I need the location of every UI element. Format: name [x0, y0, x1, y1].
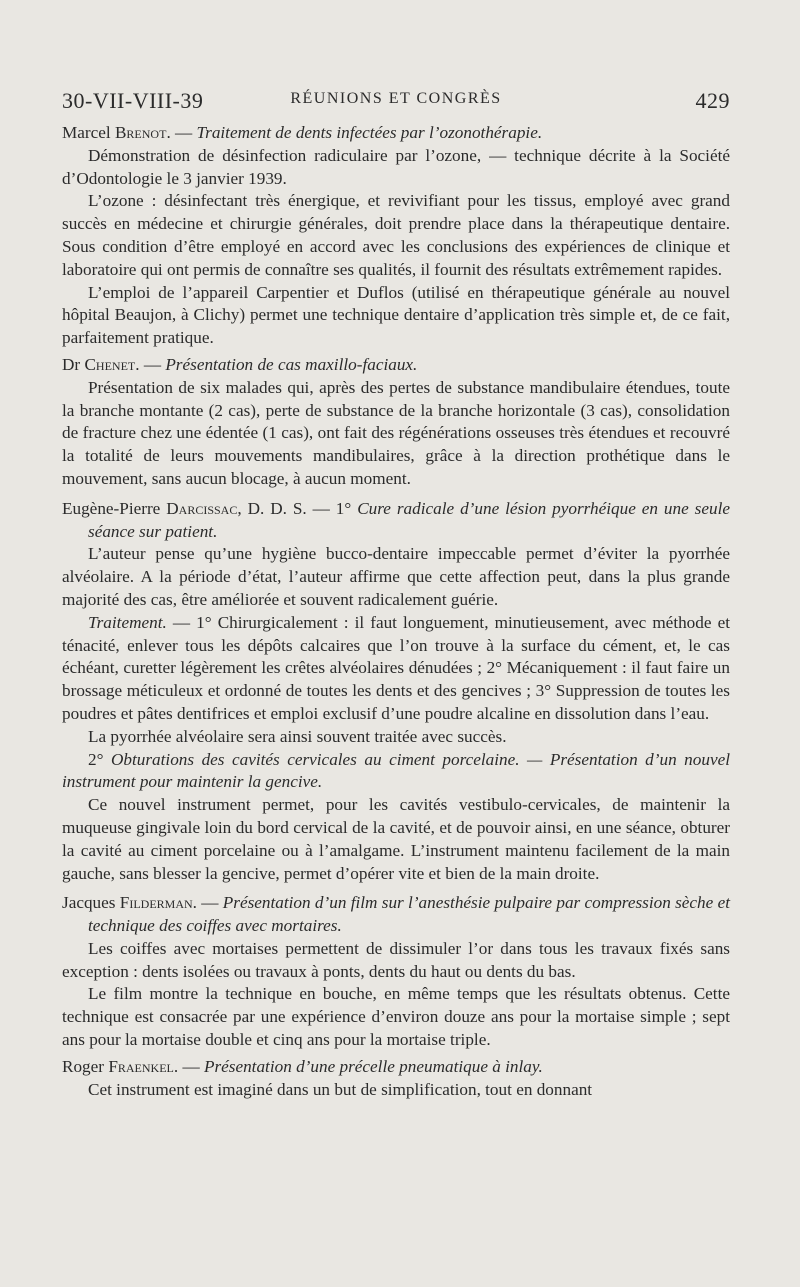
- author-surname: Darcissac: [166, 498, 238, 518]
- author-first-name: Jacques: [62, 893, 120, 913]
- subentry-title: Obturations des cavités cervicales au ciment porcelaine. — Présentation d’un nouvel instrument pour maintenir la gencive.: [62, 749, 731, 792]
- paragraph: L’emploi de l’appareil Carpentier et Duflos (utilisé en thérapeutique générale au nouvel hôpital Beaujon, à Clichy) permet une technique dentaire d’application très simple et, de ce fait, parfaitement pratique.: [62, 282, 730, 348]
- separator: . —: [135, 354, 166, 374]
- entry-heading: [62, 498, 730, 544]
- entry-title: Traitement de dents infectées par l’ozonothérapie.: [196, 123, 543, 142]
- paragraph: L’auteur pense qu’une hygiène bucco-dentaire impeccable permet d’éviter la pyorrhée alvéolaire. A la période d’état, l’auteur affirme que cette affection peut, dans la plus grande majorité des cas, être améliorée et souvent radicalement guérie.: [62, 544, 730, 609]
- page-number: 429: [695, 88, 730, 113]
- separator: , D. D. S. — 1°: [237, 498, 358, 518]
- entry-title: Présentation d’un film sur l’anesthésie pulpaire par compression sèche et technique des coiffes avec mortaires.: [88, 893, 730, 936]
- separator: . —: [192, 893, 223, 913]
- author-first-name: Eugène-Pierre: [62, 498, 167, 518]
- subentry-number: 2°: [88, 749, 111, 769]
- paragraph: L’ozone : désinfectant très énergique, et revivifiant pour les tissus, employé avec grand succès en médecine et chirurgie générales, doit prendre place dans la thérapeutique dentaire. Sous condition d’être employé en accord avec les conclusions des expériences de clinique et laboratoire qui ont permis de connaître ses qualités, il fournit des résultats extrêmement rapides.: [62, 191, 730, 279]
- paragraph: Présentation de six malades qui, après des pertes de substance mandibulaire étendues, toute la branche montante (2 cas), perte de substance de la branche horizontale (3 cas), consolidation de fracture chez une édentée (1 cas), ont fait des régénérations osseuses très étendues et recouvré la totalité de leurs mouvements mandibulaires, grâce à la direction prothétique dans le mouvement, sans aucun blocage, à aucun moment.: [62, 377, 730, 488]
- subentry-heading: [62, 749, 730, 795]
- author-first-name: Roger: [62, 1056, 109, 1076]
- paragraph: Cet instrument est imaginé dans un but de simplification, tout en donnant: [88, 1079, 593, 1099]
- traitement-text: — 1° Chirurgicalement : il faut longuement, minutieusement, avec méthode et ténacité, enlever tous les dépôts calcaires que l’on trouve à la surface du cément, et, le cas échéant, curetter légèrement les crêtes alvéolaires dénudées ; 2° Mécaniquement : il faut faire un brossage méticuleux et ordonné de toutes les dents et des gencives ; 3° Suppression de toutes les poudres et pâtes dentifrices et emploi exclusif d’une poudre alcaline en dissolution dans l’eau.: [62, 612, 730, 723]
- author-surname: Filderman: [119, 893, 193, 913]
- paragraph: Les coiffes avec mortaises permettent de dissimuler l’or dans tous les travaux fixés sans exception : dents isolées ou travaux à ponts, dents du haut ou dents du bas.: [62, 938, 730, 981]
- paragraph: Ce nouvel instrument permet, pour les cavités vestibulo-cervicales, de maintenir la muqueuse gingivale loin du bord cervical de la cavité, et de pouvoir ainsi, en une séance, obturer la cavité au ciment porcelaine ou à l’amalgame. L’instrument maintenu facilement de la main gauche, sans blesser la gencive, permet d’opérer vite et bien de la main droite.: [62, 795, 730, 883]
- header-date: 30-VII-VIII-39: [62, 88, 204, 113]
- entry-title: Cure radicale d’une lésion pyorrhéique en une seule séance sur patient.: [88, 498, 730, 541]
- entry-title: Présentation de cas maxillo-faciaux.: [165, 354, 418, 374]
- paragraph: Le film montre la technique en bouche, en même temps que les résultats obtenus. Cette technique est consacrée par une expérience d’environ douze ans pour la mortaise simple ; sept ans pour la mortaise double et cinq ans pour la mortaise triple.: [62, 984, 730, 1050]
- traitement-label: Traitement.: [88, 612, 167, 632]
- separator: . —: [173, 1056, 204, 1076]
- paragraph: La pyorrhée alvéolaire sera ainsi souvent traitée avec succès.: [88, 726, 507, 746]
- author-surname: Brenot: [114, 123, 167, 142]
- header-title: RÉUNIONS ET CONGRÈS: [290, 90, 502, 107]
- author-first-name: Dr: [62, 354, 85, 374]
- running-head: [62, 78, 730, 118]
- entry-heading: [62, 892, 730, 938]
- entry-heading: [62, 1056, 730, 1079]
- paragraph-traitement: [62, 612, 730, 726]
- author-surname: Fraenkel: [108, 1056, 174, 1076]
- author-first-name: Marcel: [62, 123, 115, 142]
- body-text: [62, 122, 730, 1101]
- author-surname: Chenet: [84, 354, 136, 374]
- paragraph: Démonstration de désinfection radiculaire par l’ozone, — technique décrite à la Société d’Odontologie le 3 janvier 1939.: [62, 145, 730, 188]
- separator: . —: [166, 123, 197, 142]
- entry-heading: [62, 354, 730, 377]
- entry-heading: [62, 122, 730, 145]
- entry-title: Présentation d’une précelle pneumatique à inlay.: [203, 1056, 543, 1076]
